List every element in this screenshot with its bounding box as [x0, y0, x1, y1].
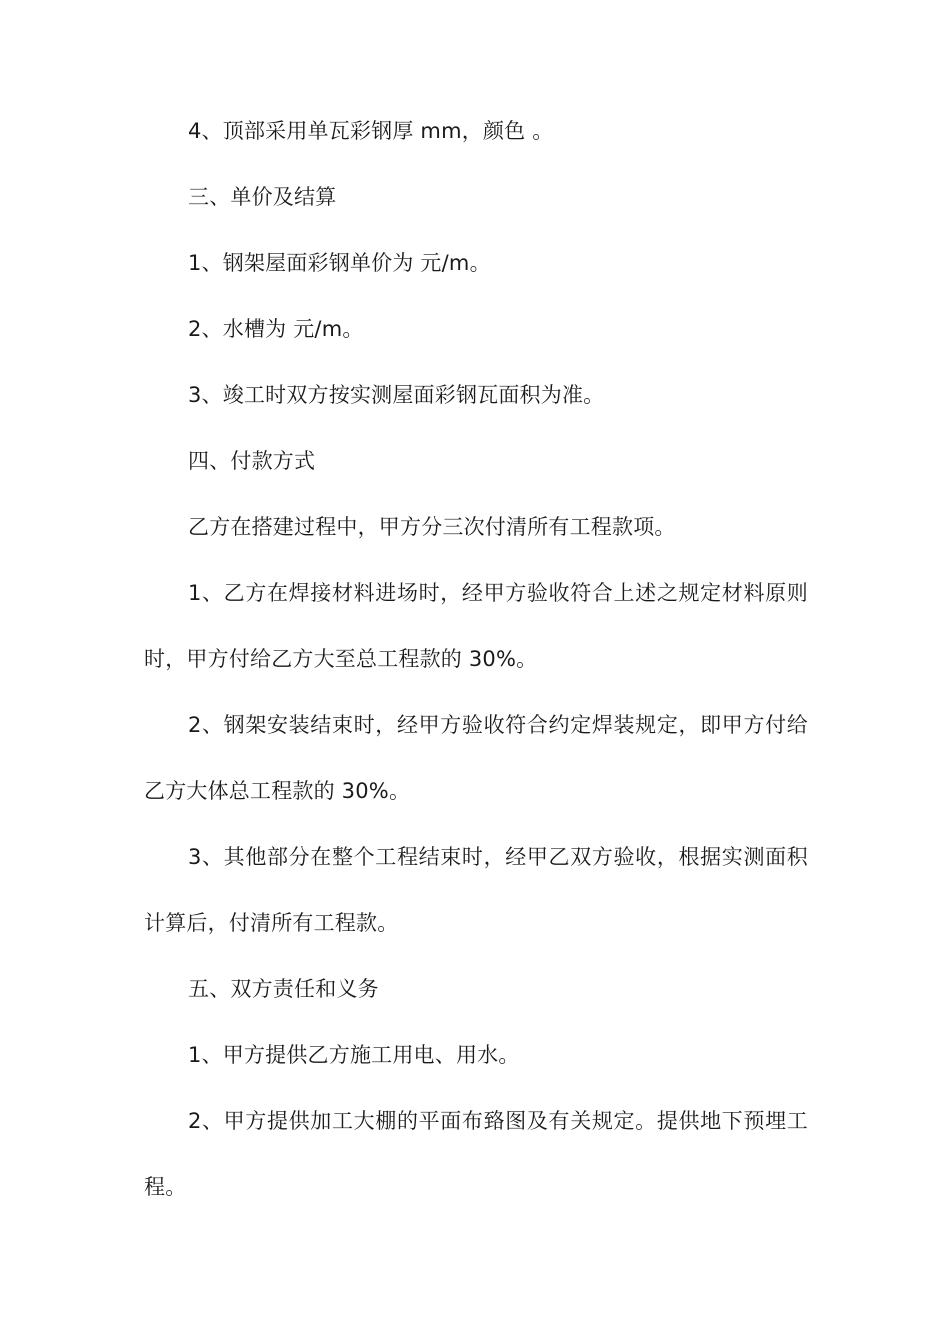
paragraph-unit-price: 1、钢架屋面彩钢单价为 元/m。 — [188, 251, 491, 275]
heading-payment-method: 四、付款方式 — [188, 449, 316, 473]
paragraph-duty-2: 2、甲方提供加工大棚的平面布臵图及有关规定。提供地下预埋工程。 — [144, 1109, 808, 1199]
document-body — [144, 98, 808, 1220]
paragraph-payment-1: 1、乙方在焊接材料进场时，经甲方验收符合上述之规定材料原则时，甲方付给乙方大至总工程款的 30%。 — [144, 581, 808, 671]
heading-responsibilities: 五、双方责任和义务 — [188, 977, 379, 1001]
paragraph-payment-intro: 乙方在搭建过程中，甲方分三次付清所有工程款项。 — [188, 515, 676, 539]
paragraph-payment-2: 2、钢架安装结束时，经甲方验收符合约定焊装规定，即甲方付给乙方大体总工程款的 30%。 — [144, 713, 808, 803]
heading-price-settlement: 三、单价及结算 — [188, 185, 337, 209]
paragraph-duty-1: 1、甲方提供乙方施工用电、用水。 — [188, 1043, 520, 1067]
paragraph-gutter-price: 2、水槽为 元/m。 — [188, 317, 364, 341]
paragraph-payment-3: 3、其他部分在整个工程结束时，经甲乙双方验收，根据实测面积计算后，付清所有工程款。 — [144, 845, 808, 935]
paragraph-roof-steel: 4、顶部采用单瓦彩钢厚 mm，颜色 。 — [188, 119, 554, 143]
paragraph-measurement: 3、竣工时双方按实测屋面彩钢瓦面积为准。 — [188, 383, 605, 407]
